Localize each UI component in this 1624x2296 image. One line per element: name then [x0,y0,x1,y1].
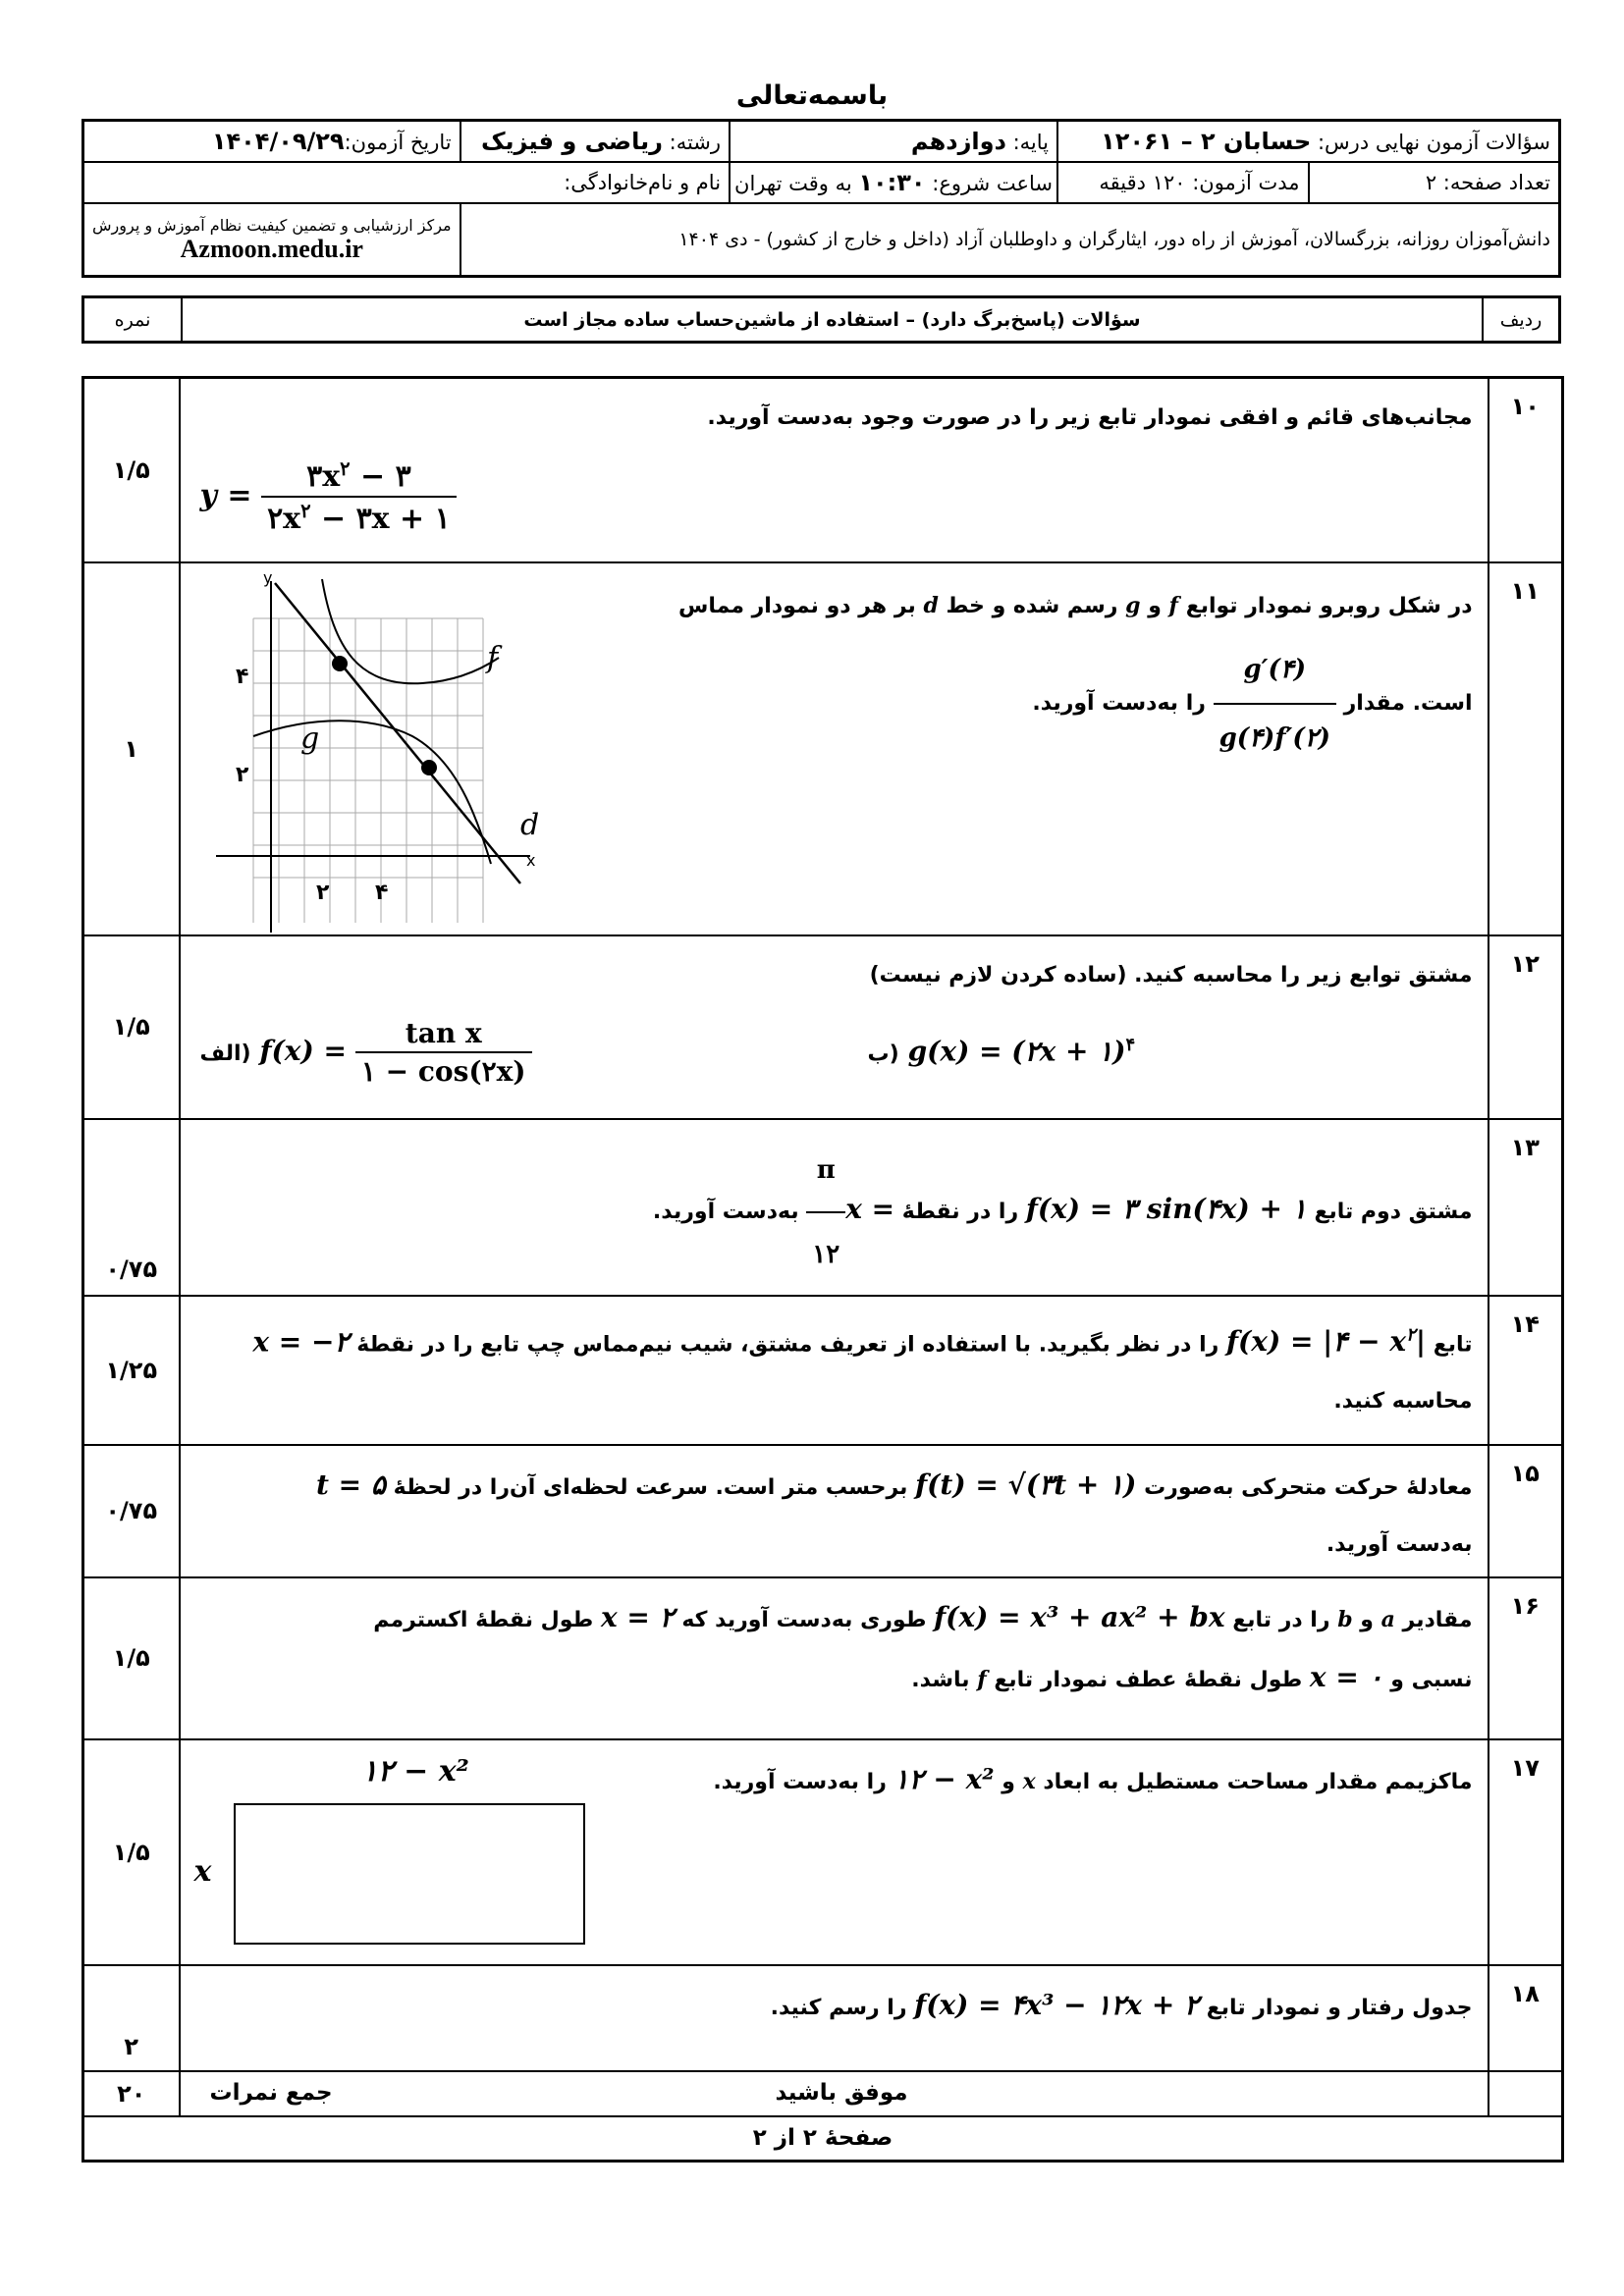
question-13: ۰/۷۵ مشتق دوم تابع f(x) = ۳ sin(۴x) + ۱ را در نقطهٔ x = $\frac{\pi}{۱۲}$ به‌دست آورید. ۱۳ [83,1119,1563,1296]
question-16: ۱/۵ مقادیر a و b را در تابع f(x) = x³ + ax² + bx طوری به‌دست آورید که x = ۲ طول نقطهٔ اکسترمم نسبی و x = ۰ طول نقطهٔ عطف نمودار تابع f باشد. ۱۶ [83,1577,1563,1739]
column-header: ردیف سؤالات (پاسخ‌برگ دارد) – استفاده از ماشین‌حساب ساده مجاز است نمره [81,295,1561,344]
questions-grid [81,376,1564,2163]
question-18: ۲ جدول رفتار و نمودار تابع f(x) = ۴x³ − ۱۲x + ۲ را رسم کنید. ۱۸ [83,1965,1563,2071]
name-cell: نام و نام‌خانوادگی: [83,162,731,203]
start-cell: ساعت شروع: ۱۰:۳۰ به وقت تهران [730,162,1057,203]
x-axis-label: x [525,850,535,870]
tick-x-2: ۲ [315,880,329,905]
q12-part-a: الف) f(x) = $\frac{\text{tan x}}{۱ - \cos(۲x)}$ [200,1017,532,1088]
tick-y-2: ۲ [235,762,248,787]
label-d: d [519,807,539,842]
total-row: ۲۰ موفق باشید جمع نمرات [83,2071,1563,2116]
rectangle-figure [234,1803,585,1945]
question-11: ۱ در شکل روبرو نمودار توابع f و g رسم شده و خط d بر هر دو نمودار مماس است. مقدار $\frac{g'(۴)}{g(۴)f'(۲)}$ را به‌دست آورید. x y f g d ۲ ۴ ۲ ۴ ۱۱ [83,562,1563,935]
label-g: g [299,721,319,756]
question-17: ۱/۵ ماکزیمم مقدار مساحت مستطیل به ابعاد x و ۱۲ − x² را به‌دست آورید. ۱۲ − x² x ۱۷ [83,1739,1563,1965]
page-number: صفحهٔ ۲ از ۲ [83,2116,1563,2162]
org-cell: مرکز ارزشیابی و تضمین کیفیت نظام آموزش و پرورش Azmoon.medu.ir [83,203,460,277]
tick-x-4: ۴ [374,880,388,905]
rect-top-label: ۱۲ − x² [361,1753,469,1789]
grade-cell: پایه: دوازدهم [730,121,1057,163]
course-cell: سؤالات آزمون نهایی درس: حسابان ۲ – ۱۲۰۶۱ [1057,121,1560,163]
label-f: f [486,640,498,675]
q10-formula: y = $\frac{۳x^۲ - ۳}{۲x^۲ - ۳x + ۱}$ [200,457,457,536]
bismillah: باسمه‌تعالی [735,80,889,111]
date-cell: تاریخ آزمون:۱۴۰۴/۰۹/۲۹ [83,121,460,163]
q11-graph [196,569,609,933]
curve-f [322,579,499,683]
pages-duration-cell: تعداد صفحه: ۲ مدت آزمون: ۱۲۰ دقیقه [1057,162,1560,203]
question-15: ۰/۷۵ معادلهٔ حرکت متحرکی به‌صورت f(t) = √(۳t + ۱) برحسب متر است. سرعت لحظه‌ای آن‌را در لحظهٔ t = ۵ به‌دست آورید. ۱۵ [83,1445,1563,1577]
exam-header [81,119,1561,278]
page-row [83,2116,1563,2162]
y-axis-label: y [262,568,272,587]
tangent-point-g [421,760,437,775]
audience-cell: دانش‌آموزان روزانه، بزرگسالان، آموزش از راه دور، ایثارگران و داوطلبان آزاد (داخل و خارج از کشور) - دی ۱۴۰۴ [460,203,1560,277]
curve-g [253,721,491,864]
question-14: ۱/۲۵ تابع f(x) = |۴ − $x^۲|$ را در نظر بگیرید. با استفاده از تعریف مشتق، شیب نیم‌مماس چپ تابع را در نقطهٔ x = −۲ محاسبه کنید. ۱۴ [83,1296,1563,1445]
tick-y-4: ۴ [235,664,248,689]
question-12: ۱/۵ مشتق توابع زیر را محاسبه کنید. (ساده کردن لازم نیست) الف) f(x) = $\frac{\text{tan x}}{۱ - \cos(۲x)}$ ب) g(x) = (۲x + ۱)$^۴$ ۱۲ [83,935,1563,1119]
rect-side-label: x [193,1853,212,1889]
question-10: ۱/۵ مجانب‌های قائم و افقی نمودار تابع زیر را در صورت وجود به‌دست آورید. y = $\frac{۳x^۲ - ۳}{۲x^۲ - ۳x + ۱}$ ۱۰ [83,378,1563,562]
good-luck: موفق باشید [775,2079,908,2106]
total-label: جمع نمرات [209,2079,333,2106]
q12-part-b: ب) g(x) = (۲x + ۱)$^۴$ [867,1034,1136,1067]
tangent-point-f [332,656,348,671]
field-cell: رشته: ریاضی و فیزیک [460,121,730,163]
